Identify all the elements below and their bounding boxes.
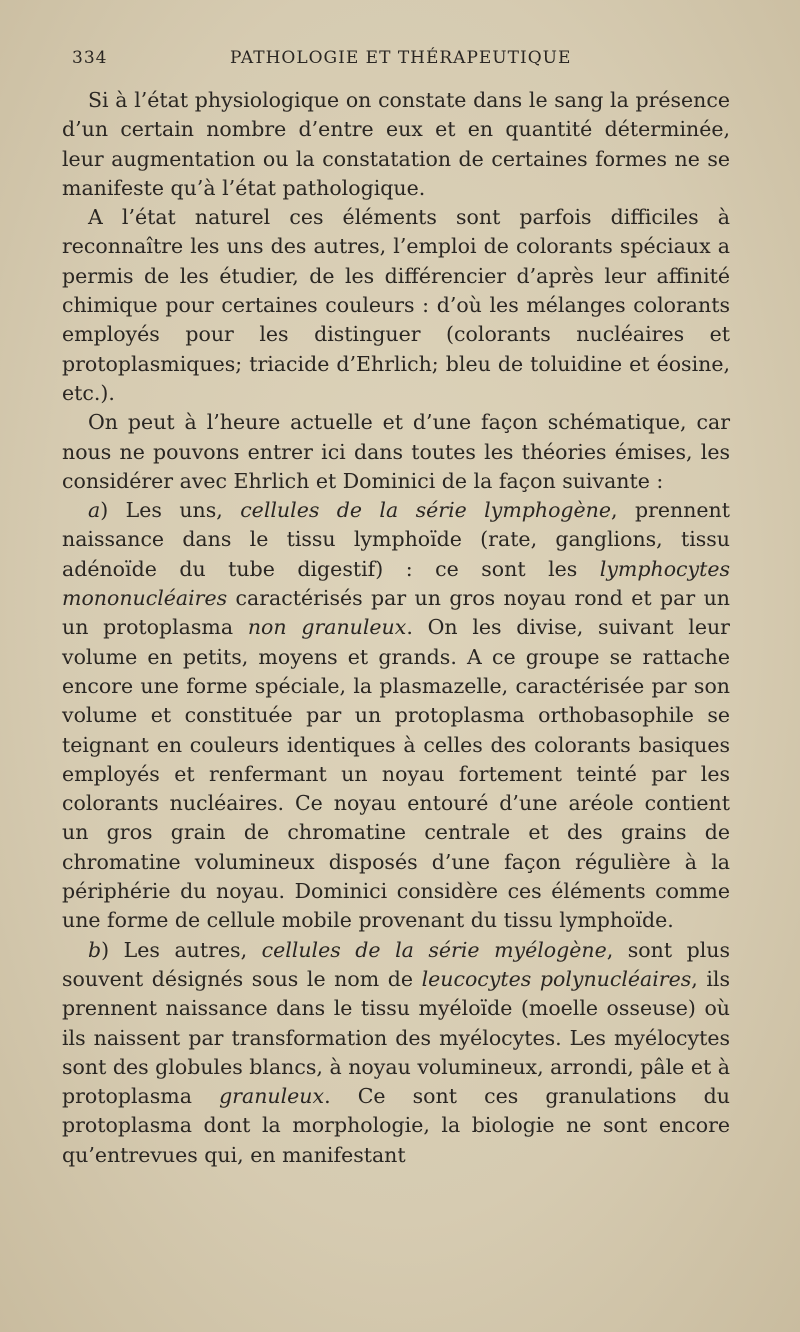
paragraph-1: Si à l’état physiologique on constate dans le sang la présence d’un certain nombre d’entre eux et en quantité déterminée, leur augmentation ou la constatation de certaines formes ne se manifeste qu’à l’état pathologique. <box>62 88 730 200</box>
emphasis: leucocytes polynucléaires <box>421 966 692 991</box>
page-number: 334 <box>72 48 108 68</box>
emphasis: non granuleux <box>247 615 407 640</box>
emphasis: lymphocytes mononucléaires <box>62 556 730 611</box>
paragraph-b: b) Les autres, cellules de la série myélogène, sont plus souvent désignés sous le nom de leucocytes polynucléaires, ils prennent naissance dans le tissu myéloïde (moelle osseuse) où ils naissent par transformation des myélocytes. Les myélocytes sont des globules blancs, à noyau volumineux, arrondi, pâle et à protoplasma granuleux. Ce sont ces granulations du protoplasma dont la morphologie, la biologie ne sont encore qu’entrevues qui, en manifestant <box>62 937 731 1167</box>
item-label-a: a <box>88 498 101 523</box>
body-text <box>62 86 730 1170</box>
paragraph-a: a) Les uns, cellules de la série lymphogène, prennent naissance dans le tissu lymphoïde (rate, ganglions, tissu adénoïde du tube digestif) : ce sont les lymphocytes mononucléaires caractérisés par un gros noyau rond et par un un protoplasma non granuleux. On les divise, suivant leur volume en petits, moyens et grands. A ce groupe se rattache encore une forme spéciale, la plasmazelle, caractérisée par son volume et constituée par un protoplasma orthobasophile se teignant en couleurs identiques à celles des colorants basiques employés et renfermant un noyau fortement teinté par les colorants nucléaires. Ce noyau entouré d’une aréole contient un gros grain de chromatine centrale et des grains de chromatine volumineux disposés d’une façon régulière à la périphérie du noyau. Dominici considère ces éléments comme une forme de cellule mobile provenant du tissu lymphoïde. <box>62 498 730 933</box>
running-title: PATHOLOGIE ET THÉRAPEUTIQUE <box>230 48 572 68</box>
paragraph-3: On peut à l’heure actuelle et d’une façon schématique, car nous ne pouvons entrer ici dans toutes les théories émises, les considérer avec Ehrlich et Dominici de la façon suivante : <box>62 410 730 493</box>
emphasis: granuleux <box>219 1084 325 1109</box>
emphasis: cellules de la série lymphogène <box>240 498 612 523</box>
running-header <box>72 48 720 72</box>
item-label-b: b <box>88 937 102 962</box>
paragraph-2: A l’état naturel ces éléments sont parfois difficiles à reconnaître les uns des autres, l’emploi de colorants spéciaux a permis de les étudier, de les différencier d’après leur affinité chimique pour certaines couleurs : d’où les mélanges colorants employés pour les distinguer (colorants nucléaires et protoplasmiques; triacide d’Ehrlich; bleu de toluidine et éosine, etc.). <box>62 205 730 405</box>
emphasis: cellules de la série myélogène <box>261 937 607 962</box>
